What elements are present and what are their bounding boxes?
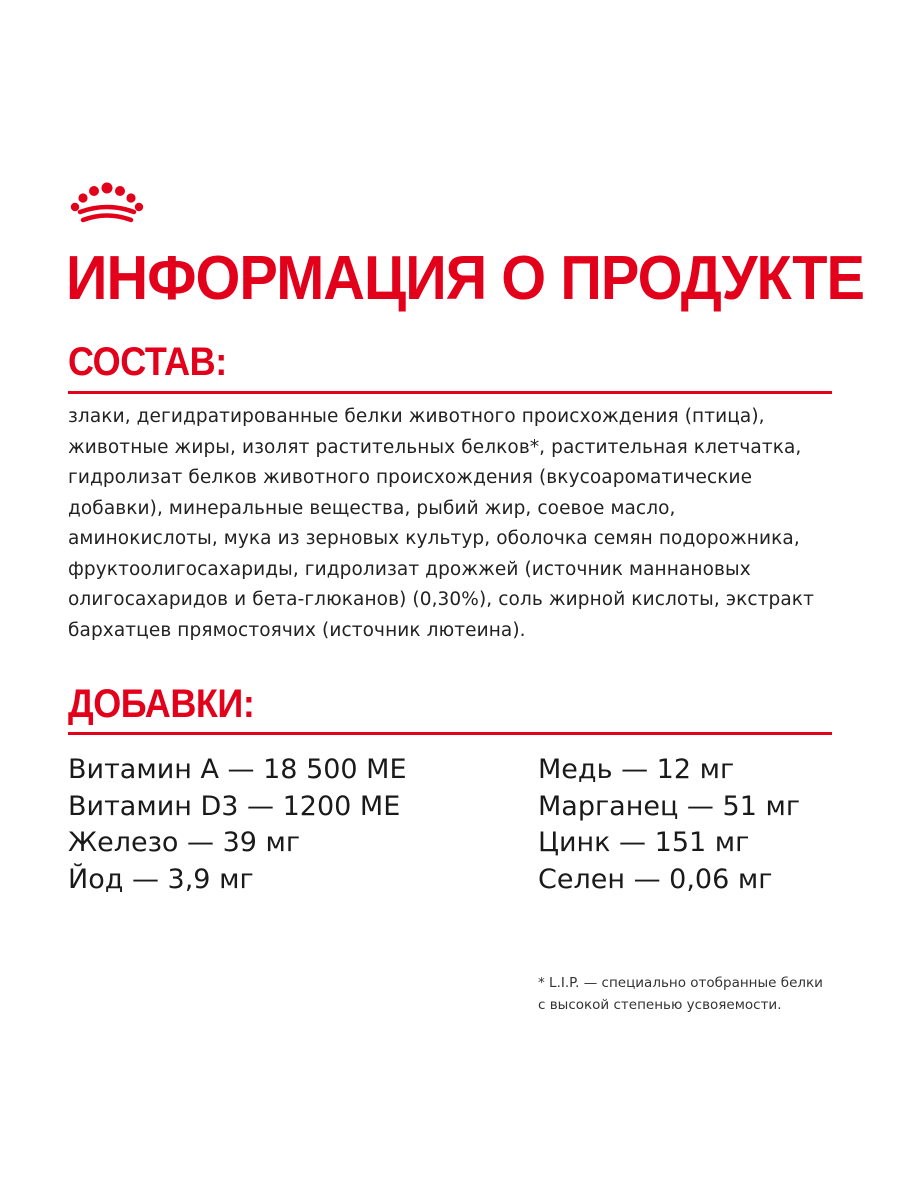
composition-line: фруктоолигосахариды, гидролизат дрожжей (источник маннановых — [68, 558, 751, 580]
additives-divider — [68, 732, 832, 735]
composition-line: злаки, дегидратированные белки животного происхождения (птица), — [68, 406, 765, 427]
composition-line: животные жиры, изолят растительных белков*, растительная клетчатка, — [68, 436, 802, 458]
additive-item: Медь — 12 мг — [538, 754, 735, 785]
additives-list-right — [538, 752, 800, 898]
additive-item: Селен — 0,06 мг — [538, 863, 773, 895]
footnote-line: с высокой степенью усвояемости. — [538, 997, 782, 1013]
additive-item: Витамин D3 — 1200 МЕ — [68, 790, 401, 822]
page-title: ИНФОРМАЦИЯ О ПРОДУКТЕ — [66, 244, 865, 313]
royal-canin-crown-icon — [70, 180, 144, 226]
additive-item: Витамин А — 18 500 МЕ — [68, 754, 407, 785]
additives-heading: ДОБАВКИ: — [68, 682, 255, 726]
additive-item: Марганец — 51 мг — [538, 790, 801, 822]
composition-line: бархатцев прямостоячих (источник лютеина). — [68, 619, 526, 641]
composition-line: добавки), минеральные вещества, рыбий жир, соевое масло, — [68, 497, 676, 519]
composition-line: аминокислоты, мука из зерновых культур, оболочка семян подорожника, — [68, 528, 800, 549]
footnote — [538, 972, 858, 1016]
additive-item: Цинк — 151 мг — [538, 827, 750, 858]
composition-divider — [68, 391, 832, 394]
composition-line: гидролизат белков животного происхождения (вкусоароматические — [68, 467, 753, 488]
composition-heading: СОСТАВ: — [68, 340, 227, 384]
composition-text — [68, 402, 838, 646]
additive-item: Йод — 3,9 мг — [68, 863, 254, 895]
composition-line: олигосахаридов и бета-глюканов) (0,30%), соль жирной кислоты, экстракт — [68, 589, 814, 610]
additive-item: Железо — 39 мг — [68, 827, 301, 858]
additives-list-left — [68, 752, 407, 898]
footnote-line: * L.I.P. — специально отобранные белки — [538, 975, 823, 991]
